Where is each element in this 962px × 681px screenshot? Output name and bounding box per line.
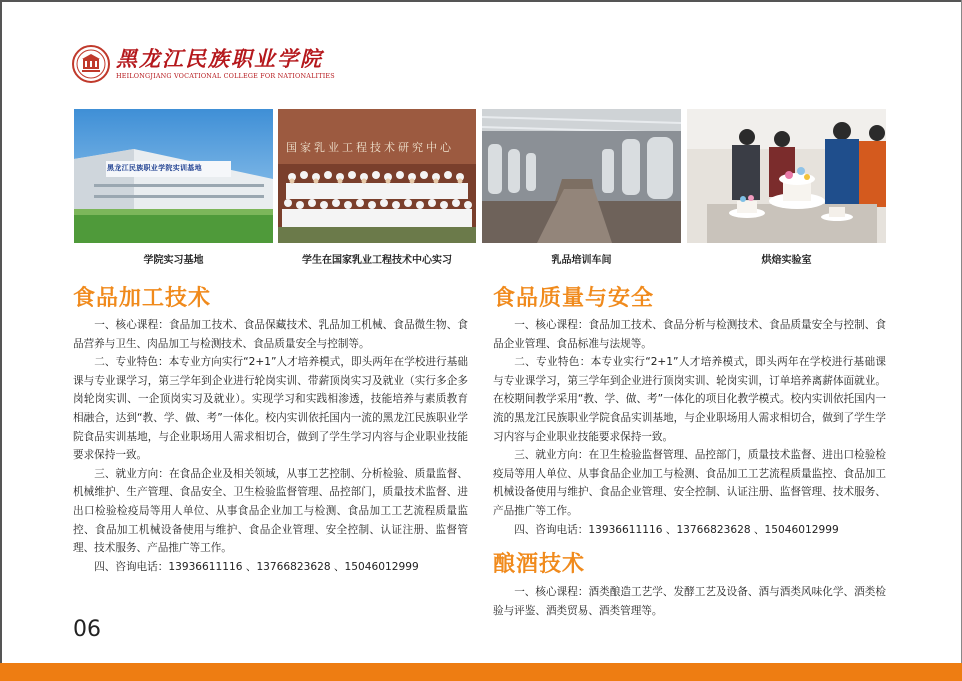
food-processing-contact: 四、咨询电话：13936611116 、13766823628 、15046012999: [94, 560, 419, 573]
dairy-center-banner-text: 国家乳业工程技术研究中心: [286, 141, 454, 154]
brewing-body: [493, 583, 886, 620]
photo-caption-training-base: 学院实习基地: [143, 255, 204, 266]
section-title-brewing: 酿酒技术: [493, 552, 586, 577]
bottom-accent-bar: [0, 663, 962, 681]
photo-caption-dairy-center: 学生在国家乳业工程技术中心实习: [302, 255, 452, 266]
page-number: 06: [73, 617, 101, 642]
section-title-food-quality-safety: 食品质量与安全: [493, 286, 655, 311]
college-header: [72, 44, 335, 84]
college-name-cn: 黑龙江民族职业学院: [116, 46, 323, 71]
photo-caption-dairy-workshop: 乳品培训车间: [551, 255, 612, 266]
photo-dairy-workshop: [482, 109, 681, 243]
building-sign-text: 黑龙江民族职业学院实训基地: [107, 164, 202, 172]
food-processing-features: 二、专业特色：本专业方向实行“2+1”人才培养模式，即头两年在学校进行基础课与专业课学习，第三学年到企业进行轮岗实训、带薪顶岗实习及就业（实行多企多岗轮岗实训、一企顶岗实习及就业）。实现学习和实践相渗透，技能培养与素质教育相融合，达到“教、学、做、考”一体化。校内实训依托国内一流的黑龙江民族职业学院食品实训基地，与企业职场用人需求相切合，做到了学生学习内容与企业职业技能要求保持一致。: [73, 356, 468, 462]
college-logo-text: [116, 47, 335, 81]
college-seal-icon: [72, 45, 110, 83]
brewing-core-courses: 一、核心课程：酒类酿造工艺学、发酵工艺及设备、酒与酒类风味化学、酒类检验与评鉴、酒类贸易、酒类管理等。: [493, 586, 886, 617]
photo-training-base: [74, 109, 273, 243]
photo-bakery-lab: [687, 109, 886, 243]
page-border-left: [0, 0, 2, 681]
food-quality-core-courses: 一、核心课程：食品加工技术、食品分析与检测技术、食品质量安全与控制、食品企业管理、食品标准与法规等。: [493, 319, 886, 350]
section-title-food-processing: 食品加工技术: [73, 286, 212, 311]
food-processing-employment: 三、就业方向：在食品企业及相关领域，从事工艺控制、分析检验、质量监督、机械维护、生产管理、食品安全、卫生检验监督管理、品控部门，质量技术监督、进出口检验检疫局等用人单位、从事食品企业加工与检测、食品加工工艺流程质量监控、食品加工机械设备使用与维护、食品企业管理、安全控制、认证注册、监督管理、技术服务、产品推广等工作。: [73, 467, 468, 555]
food-quality-features: 二、专业特色：本专业实行“2+1”人才培养模式，即头两年在学校进行基础课与专业课学习，第三学年到企业进行顶岗实训、轮岗实训，订单培养离薪体面就业。在校期间教学采用“教、学、做、考”一体化的项目化教学模式。校内实训依托国内一流的黑龙江民族职业学院食品实训基地，与企业职场用人需求相切合，做到了学生学习内容与企业职业技能要求保持一致。: [493, 356, 886, 443]
food-processing-core-courses: 一、核心课程：食品加工技术、食品保藏技术、乳品加工机械、食品微生物、食品营养与卫生、肉品加工与检测技术、食品质量安全与控制等。: [73, 319, 468, 350]
photo-dairy-center-group: [278, 109, 476, 243]
food-processing-body: [73, 316, 468, 576]
page-border-top: [0, 0, 962, 2]
food-quality-body: [493, 316, 886, 539]
photo-strip: [74, 109, 886, 243]
college-name-en: HEILONGJIANG VOCATIONAL COLLEGE FOR NATIONALITIES: [116, 72, 335, 80]
food-quality-employment: 三、就业方向：在卫生检验监督管理、品控部门，质量技术监督、进出口检验检疫局等用人单位、从事食品企业加工与检测、食品加工工艺流程质量监控、食品加工机械设备使用与维护、食品企业管理、安全控制、认证注册、监督管理、技术服务、产品推广等工作。: [493, 449, 886, 517]
food-quality-contact: 四、咨询电话：13936611116 、13766823628 、15046012999: [514, 523, 839, 536]
photo-caption-bakery-lab: 烘焙实验室: [761, 255, 812, 266]
